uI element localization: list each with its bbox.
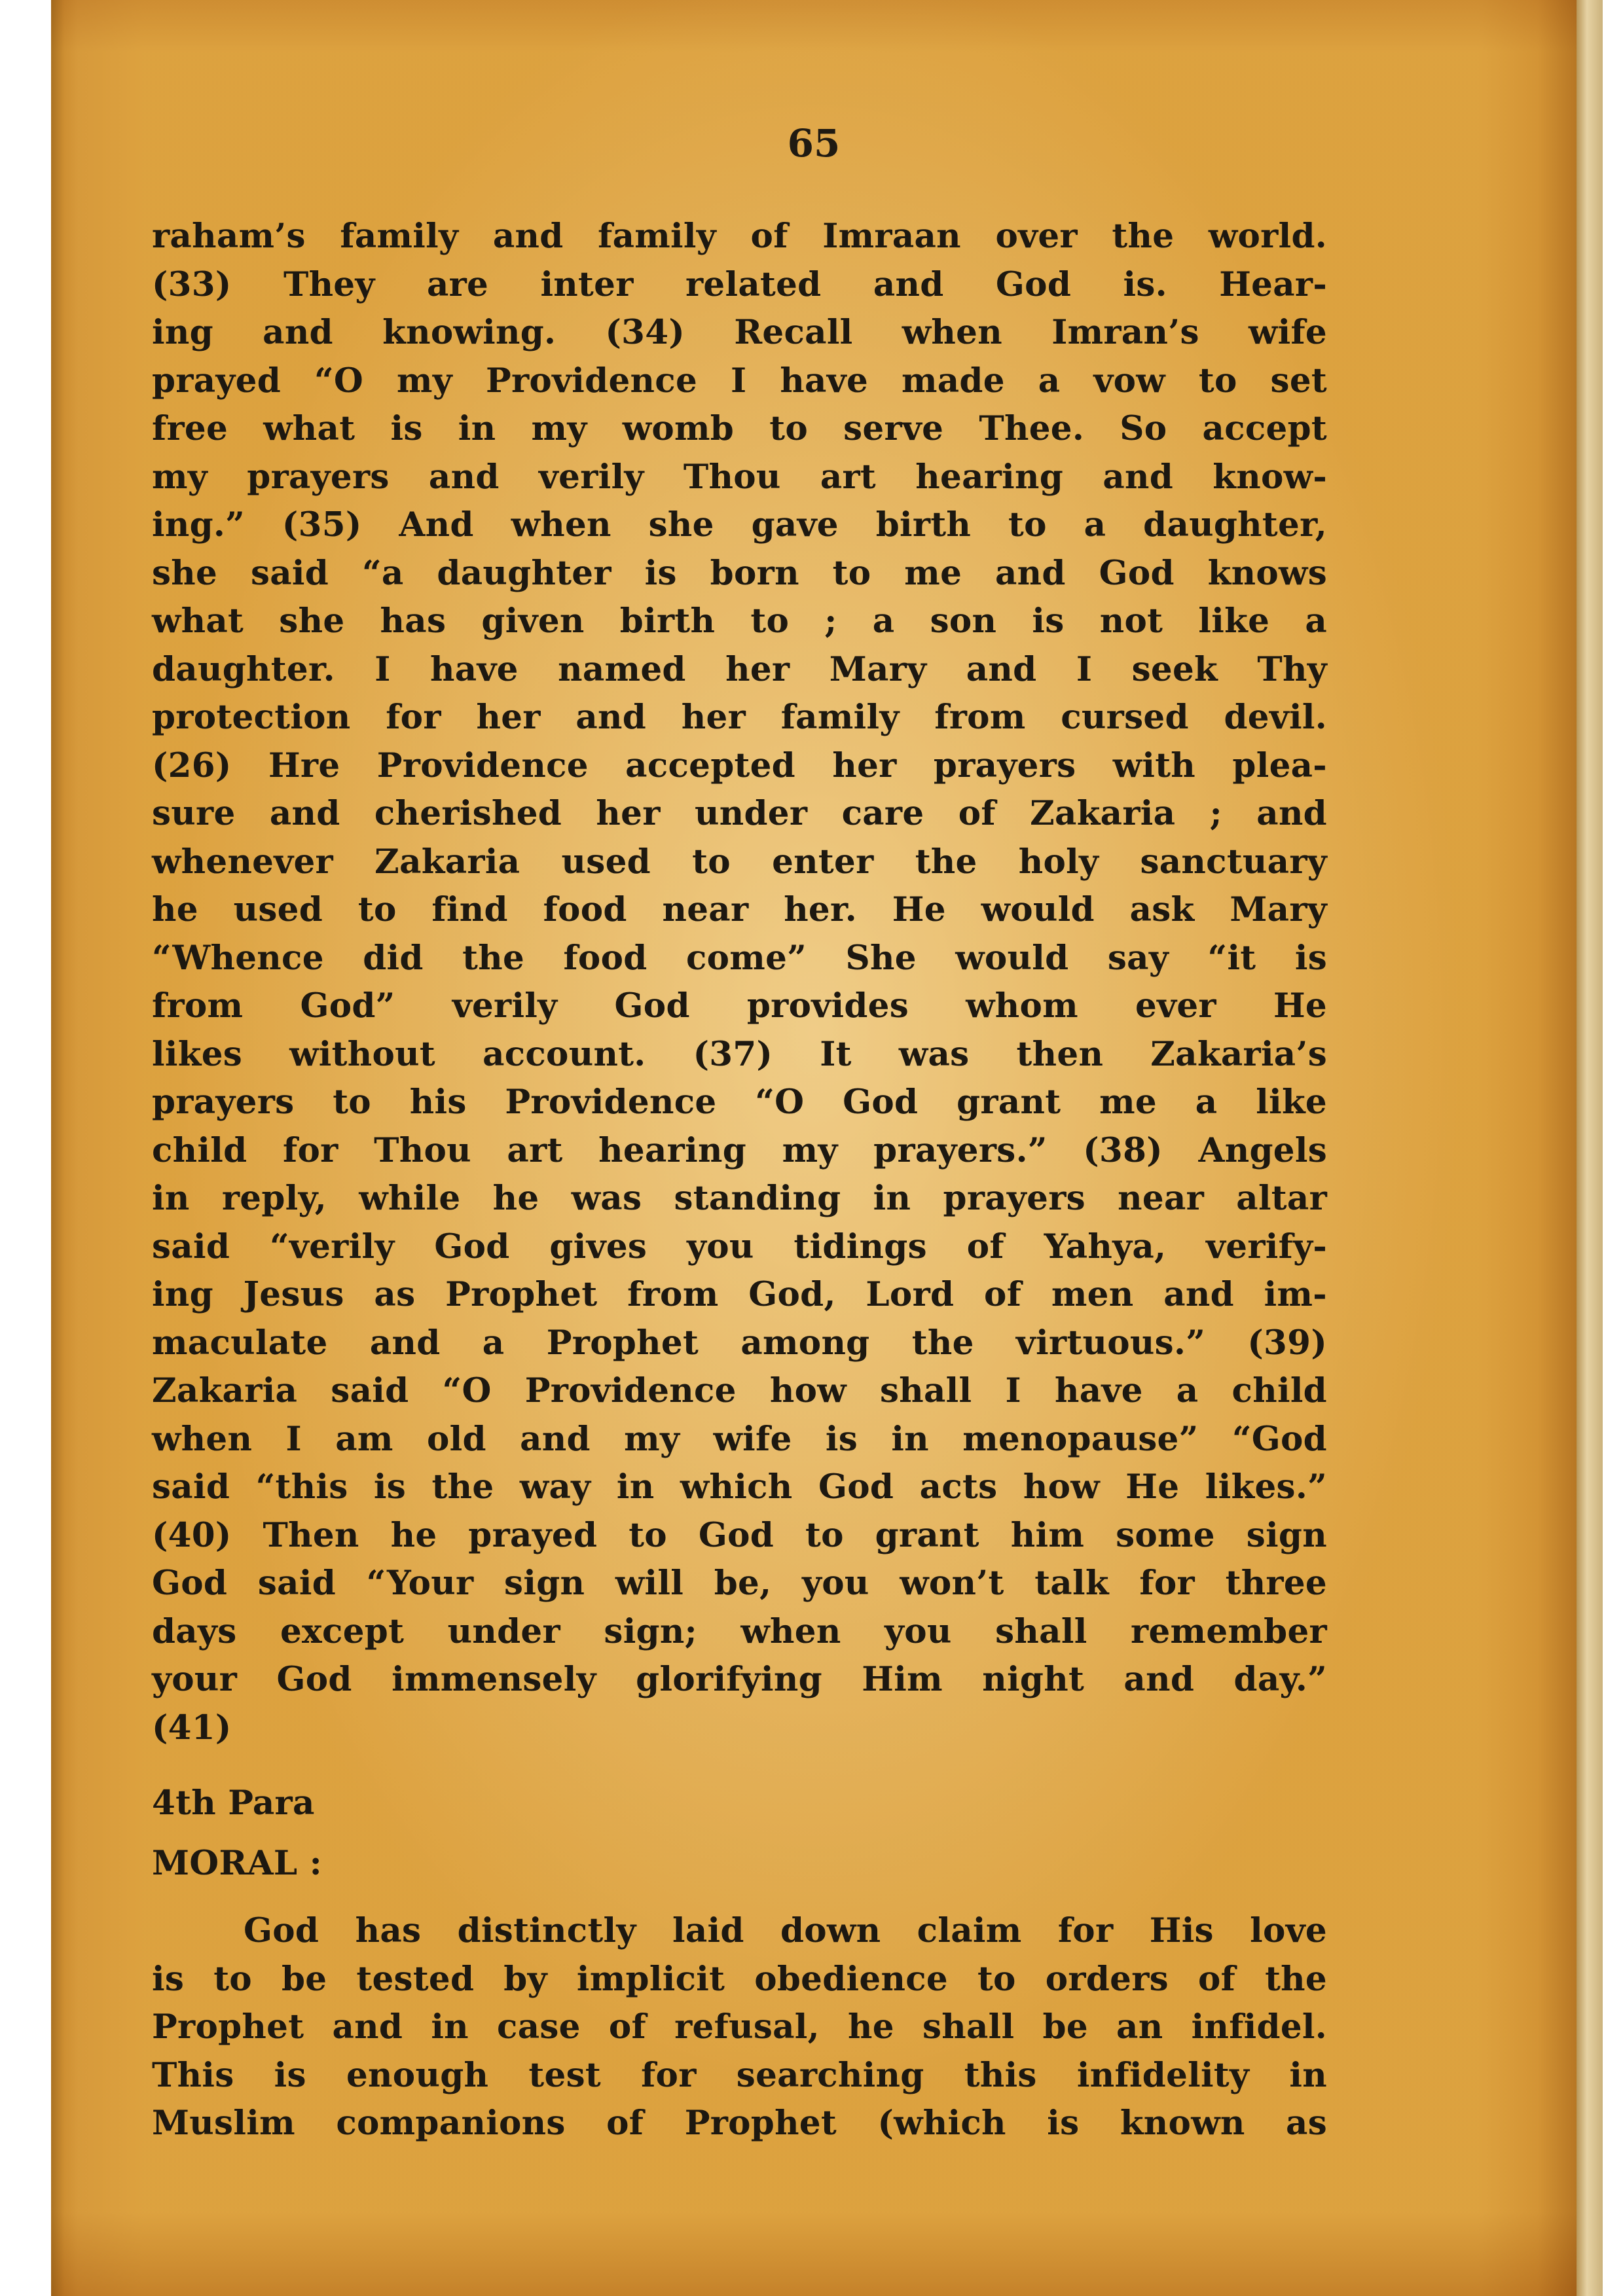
text-line: what she has given birth to ; a son is not like a <box>152 601 1327 641</box>
text-line: This is enough test for searching this infidelity in <box>152 2055 1327 2095</box>
body-paragraph <box>152 213 1327 1752</box>
text-line: he used to find food near her. He would ask Mary <box>152 890 1327 929</box>
text-line: God said “Your sign will be, you won’t talk for three <box>152 1564 1327 1603</box>
text-line: from God” verily God provides whom ever He <box>152 986 1327 1026</box>
text-line: days except under sign; when you shall remember <box>152 1611 1327 1651</box>
spine-shadow <box>51 0 64 2296</box>
para-label: 4th Para <box>152 1784 315 1823</box>
text-line: sure and cherished her under care of Zakaria ; and <box>152 794 1327 833</box>
text-line: protection for her and her family from cursed devil. <box>152 698 1327 737</box>
text-line: child for Thou art hearing my prayers.” (38) Angels <box>152 1130 1327 1170</box>
text-line: whenever Zakaria used to enter the holy sanctuary <box>152 842 1327 882</box>
text-line: Zakaria said “O Providence how shall I have a child <box>152 1371 1327 1410</box>
text-line: ing.” (35) And when she gave birth to a daughter, <box>152 505 1327 545</box>
text-line: free what is in my womb to serve Thee. So accept <box>152 409 1327 448</box>
text-line: daughter. I have named her Mary and I seek Thy <box>152 649 1327 689</box>
text-line: Muslim companions of Prophet (which is known as <box>152 2104 1327 2143</box>
text-line: (41) <box>152 1708 232 1748</box>
text-line: prayed “O my Providence I have made a vow to set <box>152 361 1327 401</box>
text-line: raham’s family and family of Imraan over the world. <box>152 217 1327 256</box>
text-line: likes without account. (37) It was then Zakaria’s <box>152 1034 1327 1074</box>
text-line: she said “a daughter is born to me and God knows <box>152 553 1327 593</box>
text-line: maculate and a Prophet among the virtuous.” (39) <box>152 1323 1327 1363</box>
page-edge <box>1577 0 1603 2296</box>
moral-heading: MORAL : <box>152 1843 322 1883</box>
text-line: in reply, while he was standing in prayers near altar <box>152 1179 1327 1218</box>
text-line: (33) They are inter related and God is. Hear- <box>152 264 1327 304</box>
text-line: ing Jesus as Prophet from God, Lord of men and im- <box>152 1275 1327 1314</box>
page-number: 65 <box>787 121 841 166</box>
main-text <box>152 213 1327 2148</box>
text-line: my prayers and verily Thou art hearing and know- <box>152 457 1327 497</box>
text-line: your God immensely glorifying Him night and day.” <box>152 1660 1327 1699</box>
text-line: God has distinctly laid down claim for His love <box>244 1911 1327 1950</box>
text-line: said “verily God gives you tidings of Yahya, verify- <box>152 1227 1327 1266</box>
text-line: ing and knowing. (34) Recall when Imran’s wife <box>152 313 1327 352</box>
moral-paragraph <box>152 1907 1327 2148</box>
text-line: (26) Hre Providence accepted her prayers with plea- <box>152 745 1327 785</box>
text-line: said “this is the way in which God acts how He likes.” <box>152 1467 1327 1507</box>
text-line: Prophet and in case of refusal, he shall be an infidel. <box>152 2007 1327 2047</box>
text-line: “Whence did the food come” She would say “it is <box>152 938 1327 978</box>
text-line: is to be tested by implicit obedience to orders of the <box>152 1959 1327 1999</box>
text-line: (40) Then he prayed to God to grant him some sign <box>152 1515 1327 1555</box>
text-line: prayers to his Providence “O God grant me a like <box>152 1083 1327 1122</box>
text-line: when I am old and my wife is in menopause” “God <box>152 1419 1327 1459</box>
